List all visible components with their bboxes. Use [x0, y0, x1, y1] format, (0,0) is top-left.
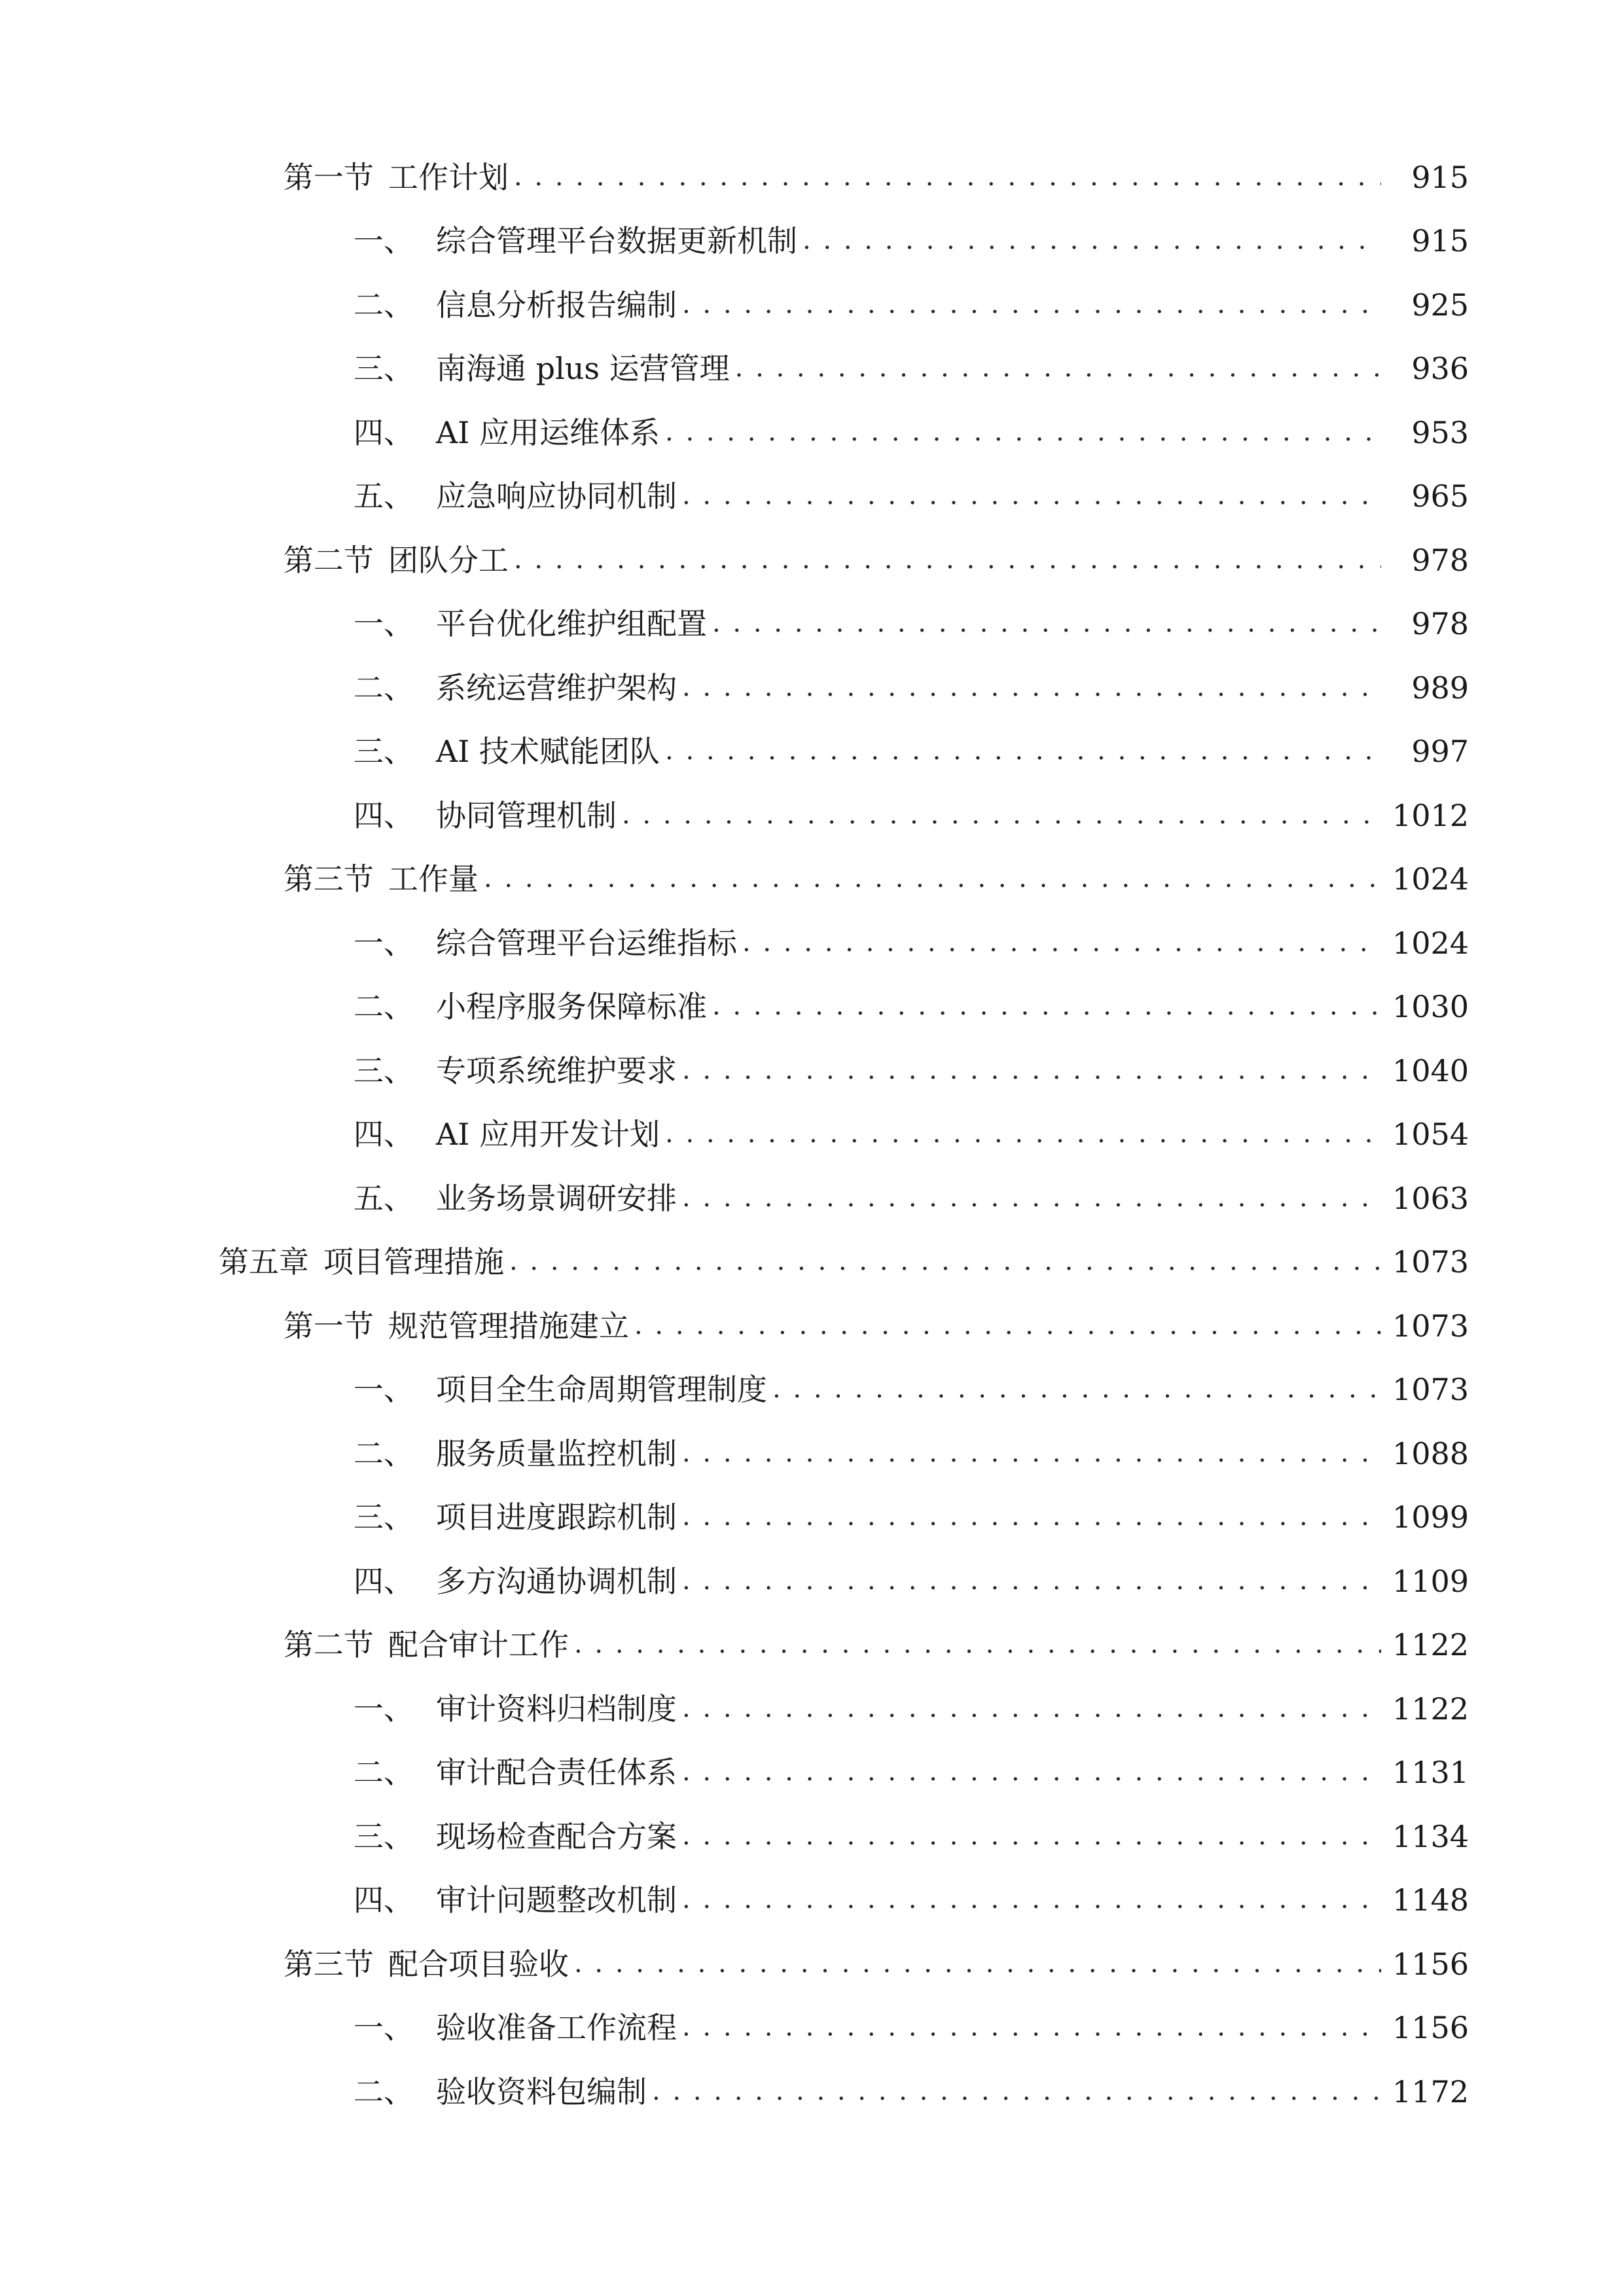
toc-entry-section[interactable] — [0, 1613, 1624, 1677]
toc-entry-item[interactable] — [0, 1741, 1624, 1805]
toc-entry-title: 多方沟通协调机制 — [436, 1563, 677, 1599]
toc-entry-number: 第一节 — [283, 159, 374, 195]
toc-entry-title: 工作计划 — [388, 159, 509, 195]
toc-entry-item[interactable] — [0, 1869, 1624, 1933]
toc-entry-title: AI 应用运维体系 — [436, 414, 660, 450]
toc-entry-number: 二、 — [353, 670, 414, 706]
toc-entry-heading — [283, 1627, 569, 1663]
toc-entry-number: 四、 — [353, 1563, 414, 1599]
toc-entry-heading — [353, 223, 797, 259]
toc-entry-title: 平台优化维护组配置 — [436, 606, 707, 642]
toc-entry-number: 三、 — [353, 351, 414, 387]
toc-entry-heading — [353, 1755, 677, 1791]
toc-entry-page-number: 936 — [1411, 351, 1469, 387]
toc-entry-title: 服务质量监控机制 — [436, 1435, 677, 1471]
toc-entry-number: 四、 — [353, 1117, 414, 1153]
toc-entry-heading — [353, 287, 677, 323]
toc-entry-title: 配合项目验收 — [388, 1946, 569, 1982]
toc-entry-page-number: 1012 — [1392, 797, 1469, 833]
toc-entry-page-number: 1054 — [1392, 1117, 1469, 1153]
toc-entry-number: 第三节 — [283, 861, 374, 897]
toc-entry-number: 四、 — [353, 414, 414, 450]
toc-entry-number: 一、 — [353, 1372, 414, 1408]
toc-entry-heading — [353, 1882, 677, 1918]
toc-entry-page-number: 915 — [1411, 159, 1469, 195]
toc-entry-page-number: 1122 — [1392, 1691, 1469, 1727]
toc-entry-item[interactable] — [0, 1804, 1624, 1869]
toc-entry-page-number: 1024 — [1392, 925, 1469, 961]
toc-entry-title: 团队分工 — [388, 542, 509, 578]
dot-leader — [622, 800, 1381, 831]
toc-entry-page-number: 978 — [1411, 542, 1469, 578]
toc-entry-heading — [283, 861, 478, 897]
dot-leader — [682, 1694, 1381, 1724]
toc-entry-page-number: 1040 — [1392, 1052, 1469, 1088]
toc-entry-page-number: 1122 — [1392, 1627, 1469, 1663]
toc-entry-item[interactable] — [0, 465, 1624, 529]
toc-entry-number: 五、 — [353, 478, 414, 514]
toc-entry-item[interactable] — [0, 273, 1624, 337]
toc-entry-page-number: 989 — [1411, 670, 1469, 706]
toc-entry-title: 业务场景调研安排 — [436, 1180, 677, 1216]
dot-leader — [574, 1949, 1381, 1979]
toc-entry-page-number: 1030 — [1392, 989, 1469, 1025]
toc-entry-title: AI 应用开发计划 — [436, 1117, 660, 1153]
toc-entry-number: 二、 — [353, 1435, 414, 1471]
dot-leader — [665, 418, 1381, 448]
toc-entry-title: 信息分析报告编制 — [436, 287, 677, 323]
toc-entry-title: 现场检查配合方案 — [436, 1818, 677, 1854]
toc-entry-page-number: 1073 — [1392, 1372, 1469, 1408]
toc-entry-chapter[interactable] — [0, 1230, 1624, 1295]
toc-entry-number: 一、 — [353, 925, 414, 961]
toc-entry-number: 三、 — [353, 734, 414, 770]
toc-entry-heading — [353, 989, 707, 1025]
toc-entry-page-number: 1172 — [1392, 2073, 1469, 2109]
dot-leader — [682, 1821, 1381, 1852]
dot-leader — [682, 1056, 1381, 1086]
toc-entry-number: 一、 — [353, 606, 414, 642]
toc-entry-title: 工作量 — [388, 861, 478, 897]
toc-entry-title: 专项系统维护要求 — [436, 1052, 677, 1088]
toc-entry-heading — [353, 1435, 677, 1471]
toc-entry-page-number: 1073 — [1392, 1244, 1469, 1280]
toc-entry-section[interactable] — [0, 145, 1624, 209]
toc-entry-item[interactable] — [0, 1549, 1624, 1613]
toc-entry-item[interactable] — [0, 592, 1624, 656]
toc-entry-title: 小程序服务保障标准 — [436, 989, 707, 1025]
toc-entry-title: 系统运营维护架构 — [436, 670, 677, 706]
toc-entry-number: 四、 — [353, 1882, 414, 1918]
toc-entry-number: 三、 — [353, 1499, 414, 1535]
toc-entry-heading — [353, 670, 677, 706]
toc-entry-item[interactable] — [0, 1996, 1624, 2060]
toc-entry-item[interactable] — [0, 209, 1624, 274]
dot-leader — [509, 1247, 1381, 1277]
toc-entry-section[interactable] — [0, 1294, 1624, 1358]
toc-entry-number: 一、 — [353, 2010, 414, 2046]
toc-entry-heading — [353, 2010, 677, 2046]
toc-entry-item[interactable] — [0, 1677, 1624, 1741]
dot-leader — [682, 673, 1381, 703]
toc-entry-heading — [353, 1180, 677, 1216]
toc-entry-title: 项目进度跟踪机制 — [436, 1499, 677, 1535]
dot-leader — [665, 1119, 1381, 1149]
toc-entry-title: 综合管理平台数据更新机制 — [436, 223, 797, 259]
toc-entry-title: 项目全生命周期管理制度 — [436, 1372, 767, 1408]
toc-entry-heading — [353, 1691, 677, 1727]
toc-entry-heading — [353, 1499, 677, 1535]
toc-entry-number: 五、 — [353, 1180, 414, 1216]
toc-entry-heading — [283, 542, 509, 578]
toc-entry-page-number: 1131 — [1392, 1755, 1469, 1791]
table-of-contents — [0, 145, 1624, 2124]
toc-entry-section[interactable] — [0, 1932, 1624, 1996]
dot-leader — [712, 992, 1381, 1022]
dot-leader — [742, 928, 1381, 958]
toc-entry-page-number: 1024 — [1392, 861, 1469, 897]
toc-entry-page-number: 1156 — [1392, 1946, 1469, 1982]
toc-entry-heading — [219, 1244, 504, 1280]
toc-entry-section[interactable] — [0, 528, 1624, 592]
toc-entry-number: 三、 — [353, 1052, 414, 1088]
dot-leader — [574, 1630, 1381, 1660]
toc-entry-heading — [353, 734, 660, 770]
toc-entry-page-number: 1109 — [1392, 1563, 1469, 1599]
toc-entry-number: 一、 — [353, 1691, 414, 1727]
dot-leader — [735, 353, 1381, 384]
toc-entry-heading — [353, 1117, 660, 1153]
toc-entry-title: 验收资料包编制 — [436, 2073, 647, 2109]
toc-entry-page-number: 1099 — [1392, 1499, 1469, 1535]
toc-entry-title: 规范管理措施建立 — [388, 1308, 629, 1344]
dot-leader — [682, 290, 1381, 320]
toc-entry-item[interactable] — [0, 911, 1624, 975]
toc-entry-heading — [353, 1052, 677, 1088]
toc-entry-title: 审计配合责任体系 — [436, 1755, 677, 1791]
toc-entry-item[interactable] — [0, 975, 1624, 1039]
toc-entry-page-number: 997 — [1411, 734, 1469, 770]
toc-entry-item[interactable] — [0, 1358, 1624, 1422]
toc-entry-heading — [353, 606, 707, 642]
toc-entry-title: 项目管理措施 — [323, 1244, 504, 1280]
toc-entry-item[interactable] — [0, 1103, 1624, 1167]
toc-entry-number: 三、 — [353, 1818, 414, 1854]
toc-entry-item[interactable] — [0, 1422, 1624, 1486]
toc-entry-number: 四、 — [353, 797, 414, 833]
toc-entry-title: 应急响应协同机制 — [436, 478, 677, 514]
toc-entry-page-number: 1148 — [1392, 1882, 1469, 1918]
toc-entry-number: 第五章 — [219, 1244, 309, 1280]
toc-entry-page-number: 978 — [1411, 606, 1469, 642]
toc-entry-number: 一、 — [353, 223, 414, 259]
toc-entry-title: 协同管理机制 — [436, 797, 617, 833]
toc-entry-page-number: 1134 — [1392, 1818, 1469, 1854]
dot-leader — [682, 1566, 1381, 1596]
dot-leader — [665, 736, 1381, 766]
toc-entry-title: AI 技术赋能团队 — [436, 734, 660, 770]
toc-entry-heading — [353, 351, 730, 387]
dot-leader — [682, 1439, 1381, 1469]
dot-leader — [682, 481, 1381, 511]
toc-entry-item[interactable] — [0, 337, 1624, 401]
dot-leader — [682, 2013, 1381, 2043]
toc-entry-heading — [353, 1818, 677, 1854]
toc-entry-heading — [353, 1563, 677, 1599]
toc-entry-heading — [353, 414, 660, 450]
toc-entry-title: 审计资料归档制度 — [436, 1691, 677, 1727]
dot-leader — [682, 1757, 1381, 1787]
toc-entry-page-number: 1156 — [1392, 2010, 1469, 2046]
toc-entry-item[interactable] — [0, 1486, 1624, 1550]
toc-entry-item[interactable] — [0, 1166, 1624, 1230]
toc-entry-item[interactable] — [0, 656, 1624, 720]
toc-entry-page-number: 915 — [1411, 223, 1469, 259]
toc-entry-heading — [353, 925, 737, 961]
toc-entry-page-number: 925 — [1411, 287, 1469, 323]
toc-entry-item[interactable] — [0, 783, 1624, 848]
toc-entry-heading — [353, 478, 677, 514]
toc-entry-number: 二、 — [353, 1755, 414, 1791]
toc-entry-item[interactable] — [0, 720, 1624, 784]
toc-entry-page-number: 1088 — [1392, 1435, 1469, 1471]
toc-entry-heading — [353, 2073, 647, 2109]
dot-leader — [803, 226, 1381, 256]
dot-leader — [514, 162, 1381, 192]
dot-leader — [772, 1374, 1381, 1405]
toc-entry-heading — [283, 1308, 629, 1344]
toc-entry-title: 验收准备工作流程 — [436, 2010, 677, 2046]
toc-entry-number: 二、 — [353, 287, 414, 323]
toc-entry-heading — [353, 797, 617, 833]
toc-entry-item[interactable] — [0, 2060, 1624, 2124]
toc-entry-number: 第一节 — [283, 1308, 374, 1344]
toc-entry-page-number: 1073 — [1392, 1308, 1469, 1344]
dot-leader — [652, 2077, 1381, 2107]
dot-leader — [682, 1502, 1381, 1532]
toc-entry-item[interactable] — [0, 401, 1624, 465]
dot-leader — [484, 864, 1381, 894]
toc-entry-number: 第二节 — [283, 1627, 374, 1663]
dot-leader — [682, 1885, 1381, 1915]
toc-entry-item[interactable] — [0, 1039, 1624, 1103]
toc-entry-title: 配合审计工作 — [388, 1627, 569, 1663]
toc-entry-page-number: 953 — [1411, 414, 1469, 450]
dot-leader — [514, 545, 1381, 575]
toc-entry-heading — [283, 159, 509, 195]
toc-entry-number: 二、 — [353, 2073, 414, 2109]
toc-entry-heading — [353, 1372, 767, 1408]
dot-leader — [712, 609, 1381, 639]
toc-entry-title: 南海通 plus 运营管理 — [436, 351, 730, 387]
toc-entry-number: 二、 — [353, 989, 414, 1025]
toc-entry-title: 审计问题整改机制 — [436, 1882, 677, 1918]
toc-entry-page-number: 965 — [1411, 478, 1469, 514]
dot-leader — [634, 1311, 1381, 1341]
toc-entry-section[interactable] — [0, 848, 1624, 912]
toc-entry-heading — [283, 1946, 569, 1982]
toc-entry-page-number: 1063 — [1392, 1180, 1469, 1216]
dot-leader — [682, 1183, 1381, 1213]
toc-entry-title: 综合管理平台运维指标 — [436, 925, 737, 961]
toc-entry-number: 第二节 — [283, 542, 374, 578]
toc-entry-number: 第三节 — [283, 1946, 374, 1982]
